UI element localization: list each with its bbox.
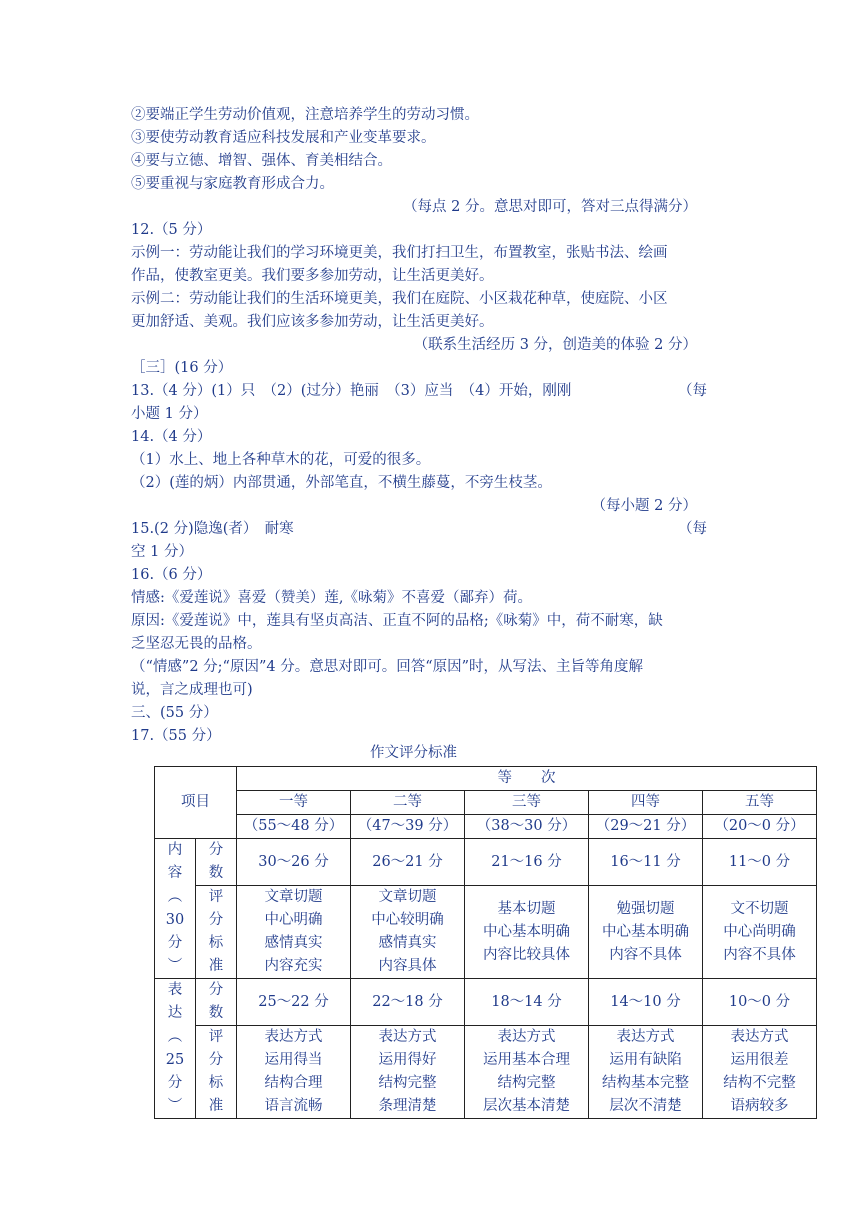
expression-label-top: 表 达: [155, 979, 196, 1026]
grade-name: 四等: [589, 791, 703, 815]
expression-criteria: 表达方式 运用得当 结构合理 语言流畅: [237, 1026, 351, 1119]
scoring-note: （每小题 2 分）: [591, 498, 697, 514]
grade-name: 五等: [703, 791, 817, 815]
text-line: 原因:《爱莲说》中，莲具有坚贞高洁、正直不阿的品格;《咏菊》中，荷不耐寒，缺: [131, 613, 663, 629]
grade-range: （55～48 分）: [237, 815, 351, 839]
grading-table: [154, 766, 817, 1119]
expression-criteria: 表达方式 运用很差 结构不完整 语病较多: [703, 1026, 817, 1119]
content-score: 21～16 分: [465, 839, 589, 886]
grade-range: （47～39 分）: [351, 815, 465, 839]
content-score: 16～11 分: [589, 839, 703, 886]
scoring-note: （每: [678, 521, 707, 537]
content-criteria: 文不切题 中心尚明确 内容不具体: [703, 886, 817, 979]
grade-range: （29～21 分）: [589, 815, 703, 839]
text-line: 乏坚忍无畏的品格。: [131, 636, 262, 652]
text-line: ④要与立德、增智、强体、育美相结合。: [131, 153, 392, 169]
header-item-cell: 项目: [155, 767, 237, 839]
table-title: 作文评分标准: [370, 745, 457, 761]
grade-name: 一等: [237, 791, 351, 815]
section-header: 三、(55 分）: [131, 705, 218, 721]
text-line: （1）水上、地上各种草木的花，可爱的很多。: [131, 452, 431, 468]
expression-criteria: 表达方式 运用有缺陷 结构基本完整 层次不清楚: [589, 1026, 703, 1119]
content-score: 11～0 分: [703, 839, 817, 886]
text-line: ⑤要重视与家庭教育形成合力。: [131, 176, 334, 192]
text-line: 作品，使教室更美。我们要多参加劳动，让生活更美好。: [131, 268, 494, 284]
scoring-note: （每点 2 分。意思对即可，答对三点得满分）: [403, 199, 697, 215]
content-score: 26～21 分: [351, 839, 465, 886]
content-label-bottom: ︵ 30 分 ︶: [155, 886, 196, 979]
grade-range: （20～0 分）: [703, 815, 817, 839]
question-header: 17.（55 分）: [131, 728, 221, 744]
question-header: 16.（6 分）: [131, 567, 212, 583]
question-header: 14.（4 分）: [131, 429, 212, 445]
text-line: 情感:《爱莲说》喜爱（赞美）莲,《咏菊》不喜爱（鄙弃）荷。: [131, 590, 532, 606]
text-line: 更加舒适、美观。我们应该多参加劳动，让生活更美好。: [131, 314, 494, 330]
grade-name: 三等: [465, 791, 589, 815]
text-line: 示例二：劳动能让我们的生活环境更美，我们在庭院、小区栽花种草，使庭院、小区: [131, 291, 668, 307]
score-label: 分 数: [196, 839, 237, 886]
text-line: ②要端正学生劳动价值观，注意培养学生的劳动习惯。: [131, 107, 479, 123]
content-criteria: 勉强切题 中心基本明确 内容不具体: [589, 886, 703, 979]
grade-name: 二等: [351, 791, 465, 815]
expression-label-bottom: ︵ 25 分 ︶: [155, 1026, 196, 1119]
content-criteria: 文章切题 中心明确 感情真实 内容充实: [237, 886, 351, 979]
expression-score: 25～22 分: [237, 979, 351, 1026]
text-line: 13.（4 分）(1）只 （2）(过分）艳丽 （3）应当 （4）开始，刚刚: [131, 383, 572, 399]
criteria-label: 评 分 标 准: [196, 1026, 237, 1119]
text-line: ③要使劳动教育适应科技发展和产业变革要求。: [131, 130, 436, 146]
section-header: ［三］(16 分）: [131, 360, 233, 376]
expression-score: 22～18 分: [351, 979, 465, 1026]
text-line: 示例一：劳动能让我们的学习环境更美，我们打扫卫生，布置教室，张贴书法、绘画: [131, 245, 668, 261]
content-criteria: 文章切题 中心较明确 感情真实 内容具体: [351, 886, 465, 979]
content-label-top: 内 容: [155, 839, 196, 886]
header-grade-cell: 等 次: [237, 767, 817, 791]
expression-score: 14～10 分: [589, 979, 703, 1026]
content-criteria: 基本切题 中心基本明确 内容比较具体: [465, 886, 589, 979]
scoring-note: （联系生活经历 3 分，创造美的体验 2 分）: [413, 337, 697, 353]
text-line: 小题 1 分）: [131, 406, 208, 422]
expression-score: 18～14 分: [465, 979, 589, 1026]
criteria-label: 评 分 标 准: [196, 886, 237, 979]
text-line: 15.(2 分)隐逸(者） 耐寒: [131, 521, 294, 537]
scoring-note: （每: [678, 383, 707, 399]
score-label: 分 数: [196, 979, 237, 1026]
content-score: 30～26 分: [237, 839, 351, 886]
text-line: （“情感”2 分;“原因”4 分。意思对即可。回答“原因”时，从写法、主旨等角度解: [131, 659, 644, 675]
grade-range: （38～30 分）: [465, 815, 589, 839]
text-line: 空 1 分）: [131, 544, 193, 560]
expression-criteria: 表达方式 运用基本合理 结构完整 层次基本清楚: [465, 1026, 589, 1119]
text-line: 说，言之成理也可): [131, 682, 253, 698]
question-header: 12.（5 分）: [131, 222, 212, 238]
expression-criteria: 表达方式 运用得好 结构完整 条理清楚: [351, 1026, 465, 1119]
expression-score: 10～0 分: [703, 979, 817, 1026]
text-line: （2）(莲的炳）内部贯通，外部笔直，不横生藤蔓，不旁生枝茎。: [131, 475, 552, 491]
